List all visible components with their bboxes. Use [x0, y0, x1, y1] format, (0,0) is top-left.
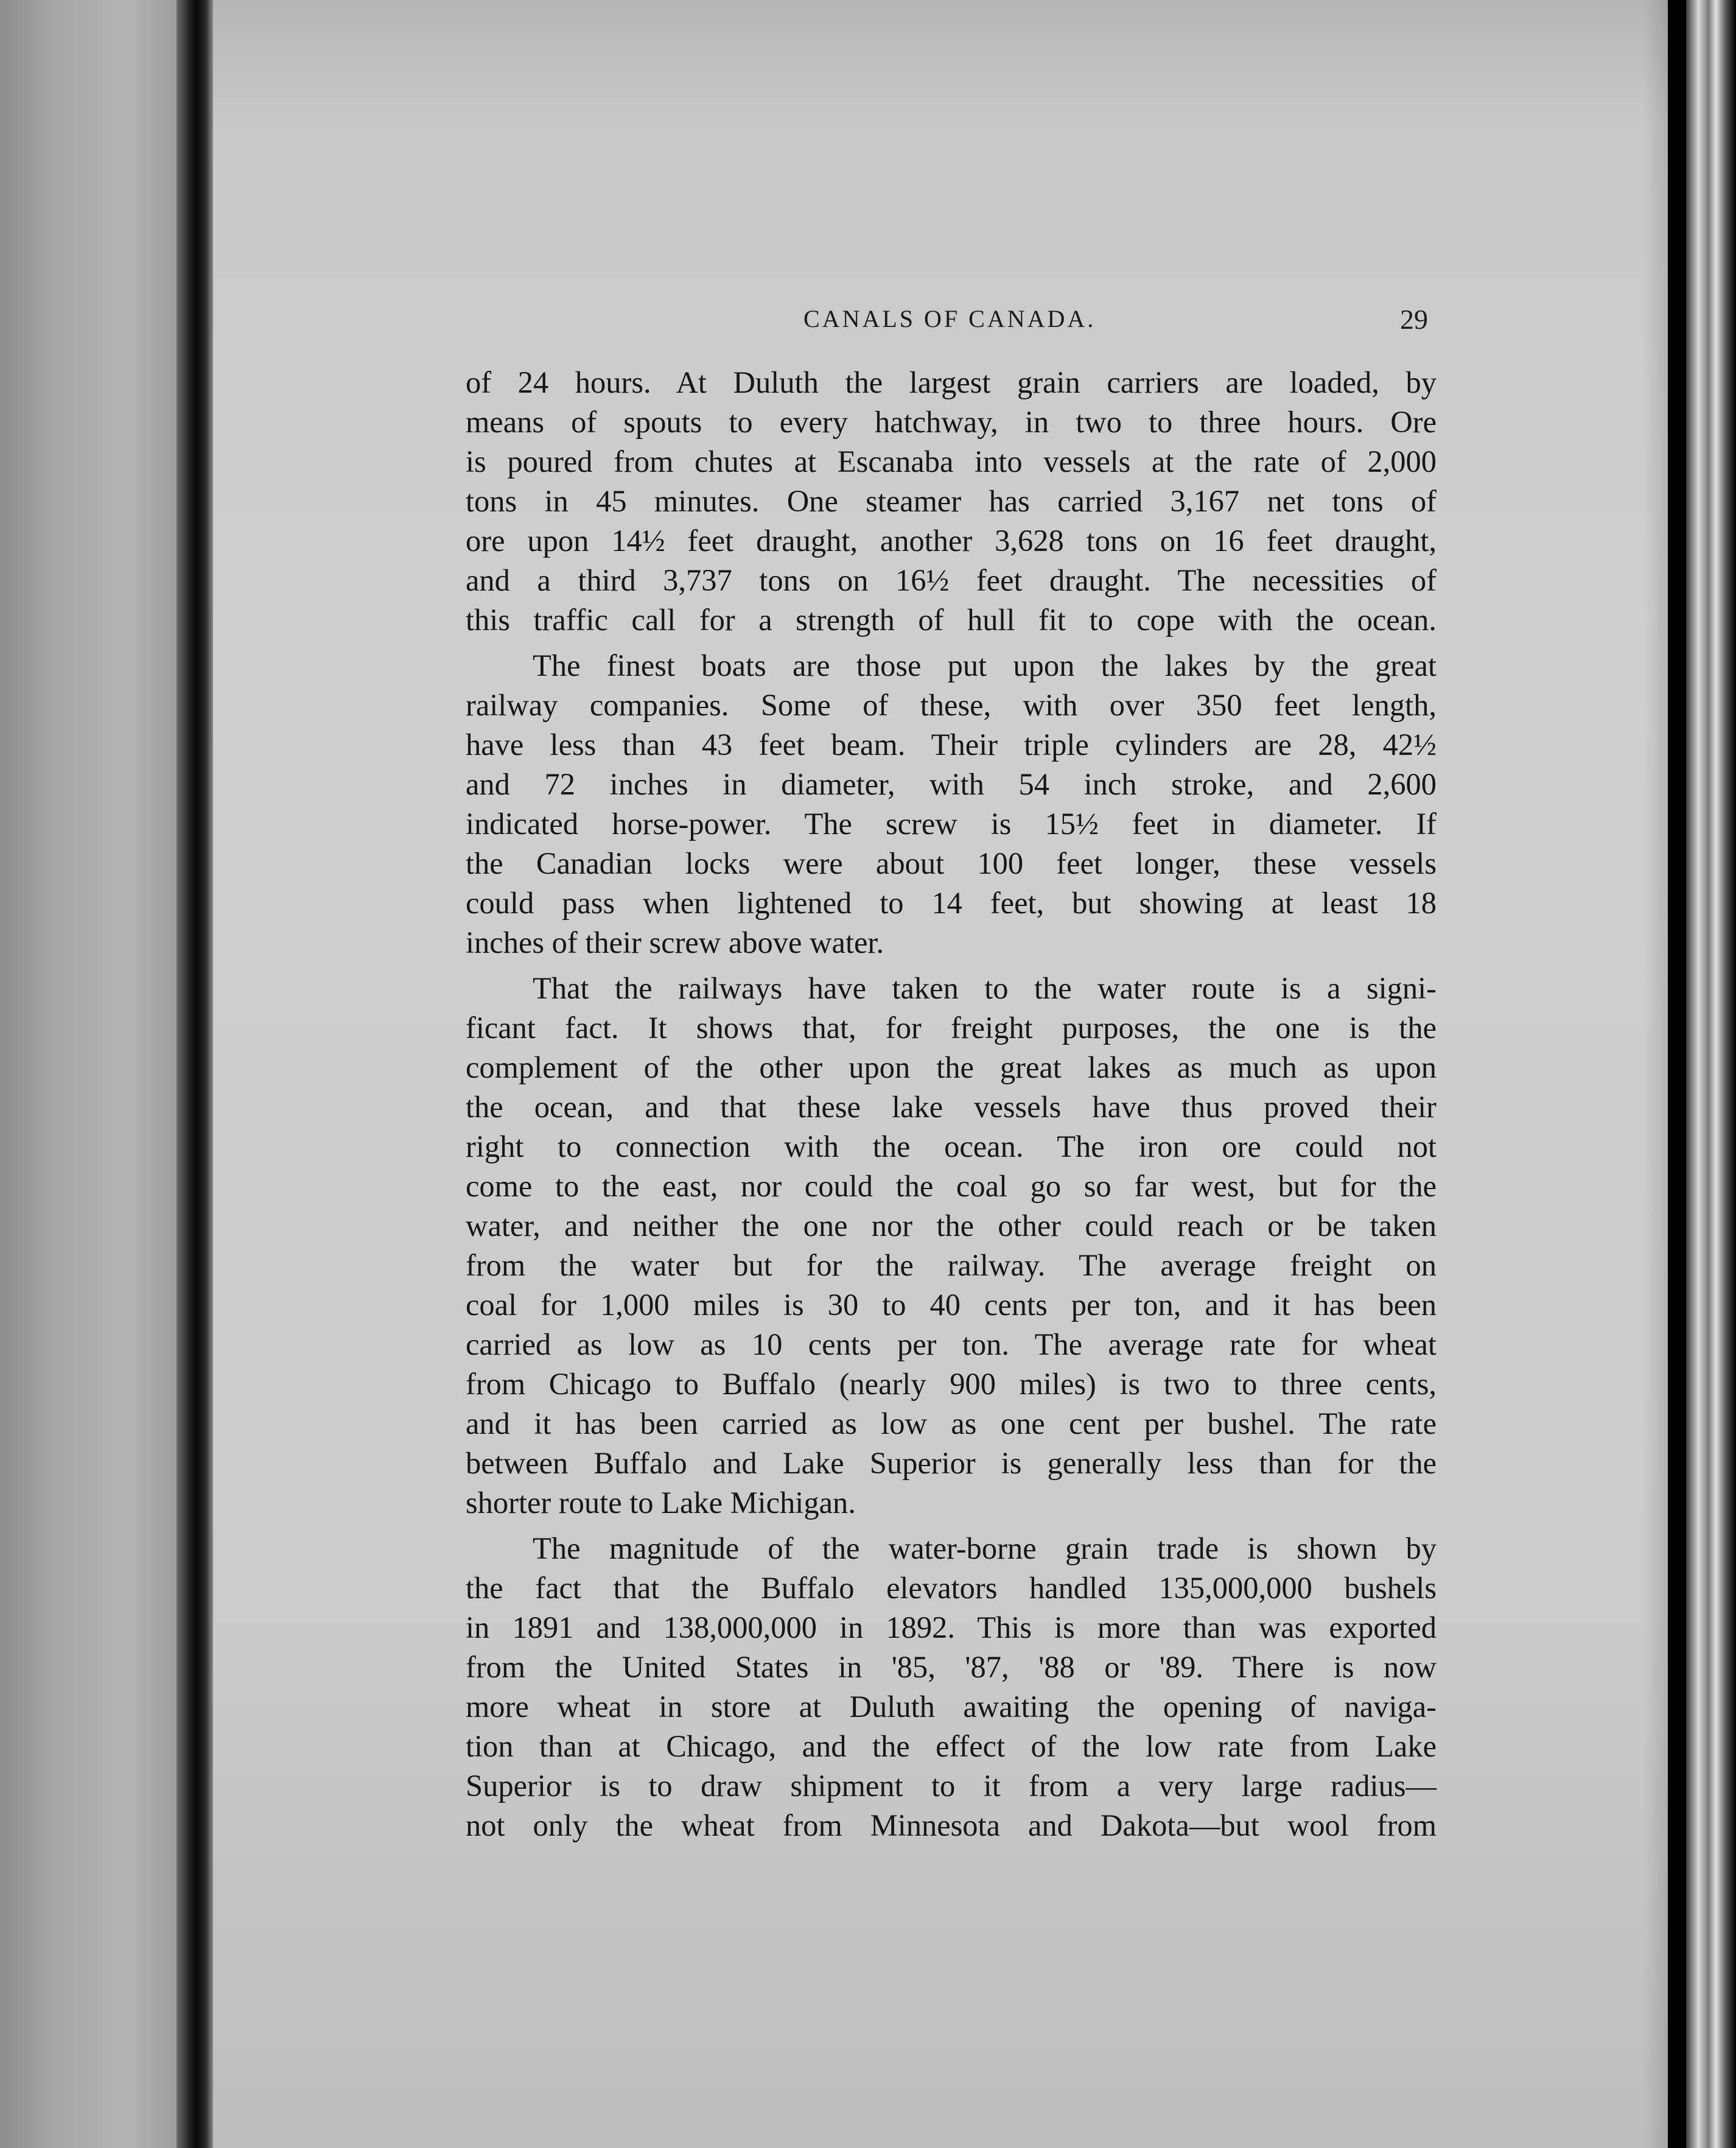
text-line: indicated horse-power. The screw is 15½ feet in diameter. If: [466, 807, 1437, 841]
text-line: That the railways have taken to the water route is a signi-: [533, 971, 1437, 1005]
text-line: railway companies. Some of these, with over 350 feet length,: [466, 688, 1437, 722]
paragraph: [466, 969, 1437, 1523]
text-line: right to connection with the ocean. The iron ore could not: [466, 1129, 1437, 1164]
text-line: The magnitude of the water-borne grain trade is shown by: [533, 1531, 1437, 1565]
body-text: [466, 363, 1437, 1845]
text-line: of 24 hours. At Duluth the largest grain carriers are loaded, by: [466, 365, 1437, 399]
text-line: complement of the other upon the great lakes as much as upon: [466, 1050, 1437, 1084]
text-line: Superior is to draw shipment to it from a very large radius—: [466, 1769, 1437, 1803]
page-stack-edge: [1686, 0, 1736, 2148]
text-line: and 72 inches in diameter, with 54 inch stroke, and 2,600: [466, 767, 1437, 801]
text-line: not only the wheat from Minnesota and Dakota—but wool from: [466, 1808, 1437, 1842]
text-line: from the United States in '85, '87, '88 or '89. There is now: [466, 1650, 1437, 1684]
paragraph: [466, 363, 1437, 640]
text-line: means of spouts to every hatchway, in two to three hours. Ore: [466, 405, 1437, 439]
text-line: between Buffalo and Lake Superior is generally less than for the: [466, 1446, 1437, 1480]
text-line: from the water but for the railway. The average freight on: [466, 1248, 1437, 1282]
text-line: and a third 3,737 tons on 16½ feet draught. The necessities of: [466, 563, 1437, 597]
text-line: shorter route to Lake Michigan.: [466, 1486, 856, 1520]
text-line: The finest boats are those put upon the lakes by the great: [533, 648, 1437, 683]
text-line: tons in 45 minutes. One steamer has carried 3,167 net tons of: [466, 484, 1437, 518]
text-line: in 1891 and 138,000,000 in 1892. This is more than was exported: [466, 1610, 1437, 1644]
text-line: from Chicago to Buffalo (nearly 900 miles) is two to three cents,: [466, 1367, 1437, 1401]
paragraph: [466, 1529, 1437, 1845]
paragraph: [466, 646, 1437, 963]
facing-page-edge: [0, 0, 183, 2148]
text-line: the ocean, and that these lake vessels have thus proved their: [466, 1090, 1437, 1124]
text-line: tion than at Chicago, and the effect of the low rate from Lake: [466, 1729, 1437, 1763]
text-line: coal for 1,000 miles is 30 to 40 cents per ton, and it has been: [466, 1288, 1437, 1322]
page-shadow: [1643, 0, 1692, 2148]
text-line: inches of their screw above water.: [466, 925, 884, 960]
text-line: more wheat in store at Duluth awaiting the opening of naviga-: [466, 1690, 1437, 1724]
text-line: the Canadian locks were about 100 feet longer, these vessels: [466, 846, 1437, 880]
text-line: come to the east, nor could the coal go so far west, but for the: [466, 1169, 1437, 1203]
text-line: have less than 43 feet beam. Their triple cylinders are 28, 42½: [466, 728, 1437, 762]
text-line: is poured from chutes at Escanaba into vessels at the rate of 2,000: [466, 444, 1437, 479]
book-gutter: [177, 0, 213, 2148]
text-line: water, and neither the one nor the other could reach or be taken: [466, 1209, 1437, 1243]
text-line: could pass when lightened to 14 feet, but showing at least 18: [466, 886, 1437, 920]
text-line: carried as low as 10 cents per ton. The average rate for wheat: [466, 1327, 1437, 1361]
running-title: CANALS OF CANADA.: [803, 305, 1096, 332]
text-line: ore upon 14½ feet draught, another 3,628 tons on 16 feet draught,: [466, 524, 1437, 558]
page-number: 29: [1400, 304, 1428, 335]
text-line: and it has been carried as low as one cent per bushel. The rate: [466, 1406, 1437, 1441]
text-line: the fact that the Buffalo elevators handled 135,000,000 bushels: [466, 1571, 1437, 1605]
text-line: ficant fact. It shows that, for freight purposes, the one is the: [466, 1011, 1437, 1045]
text-line: this traffic call for a strength of hull fit to cope with the ocean.: [466, 603, 1437, 637]
